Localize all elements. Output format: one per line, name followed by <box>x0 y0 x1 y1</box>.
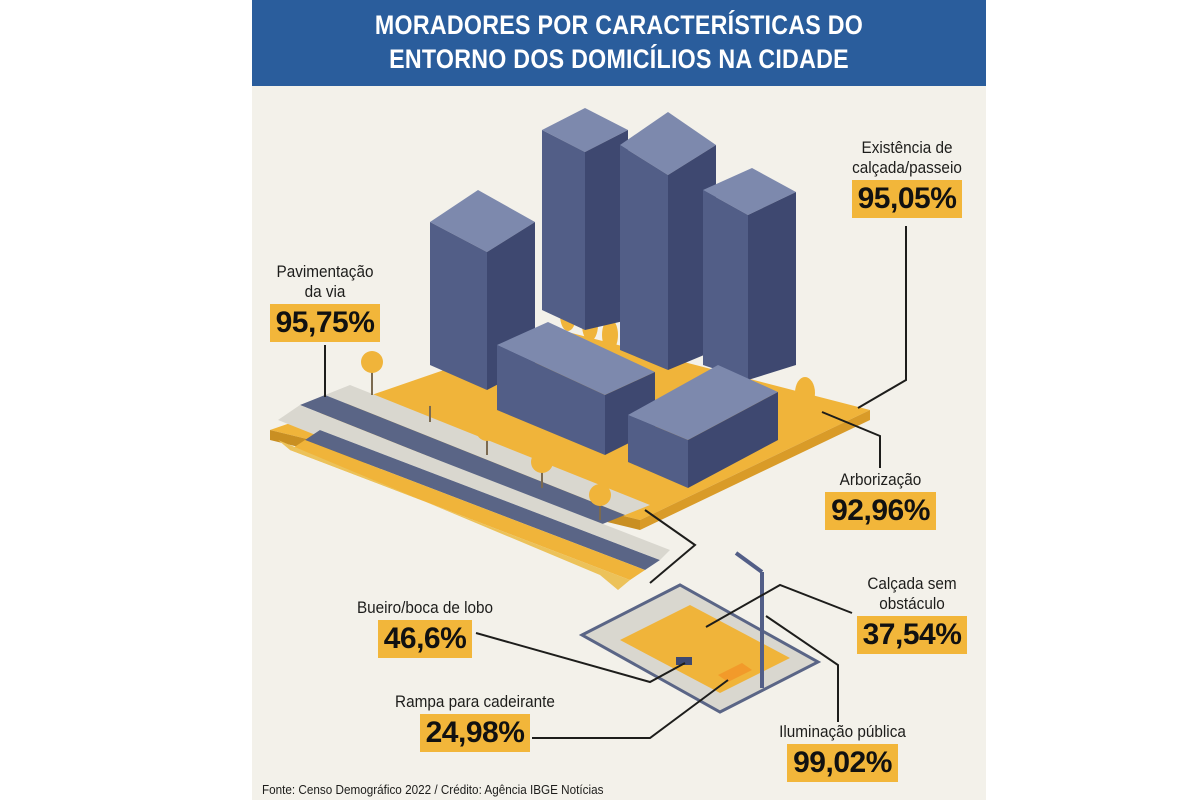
indicator-arborizacao <box>808 470 953 530</box>
indicator-rampa <box>370 692 580 752</box>
indicator-label: Existência de <box>861 138 953 157</box>
indicator-value: 95,75% <box>270 304 381 342</box>
indicator-pavimentacao <box>250 262 400 342</box>
indicator-value: 95,05% <box>852 180 963 218</box>
indicator-bueiro <box>325 598 525 658</box>
indicator-label: calçada/passeio <box>852 158 962 177</box>
indicator-calcada-passeio <box>832 138 982 218</box>
indicator-value: 92,96% <box>825 492 936 530</box>
indicator-label: obstáculo <box>879 594 945 613</box>
indicator-calcada-sem-obstaculo <box>842 574 982 654</box>
source-credit: Fonte: Censo Demográfico 2022 / Crédito: Agência IBGE Notícias <box>262 782 604 797</box>
indicator-value: 24,98% <box>420 714 531 752</box>
title-line-1: MORADORES POR CARACTERÍSTICAS DO <box>374 10 864 40</box>
indicator-value: 46,6% <box>378 620 473 658</box>
title-line-2: ENTORNO DOS DOMICÍLIOS NA CIDADE <box>389 44 849 74</box>
indicator-label: Pavimentação <box>276 262 374 281</box>
indicator-label: Rampa para cadeirante <box>395 692 555 711</box>
indicator-value: 37,54% <box>857 616 968 654</box>
indicator-iluminacao <box>755 722 930 782</box>
indicator-value: 99,02% <box>787 744 898 782</box>
indicator-label: da via <box>304 282 346 301</box>
indicator-label: Calçada sem <box>867 574 957 593</box>
indicator-label: Arborização <box>839 470 922 489</box>
indicator-label: Iluminação pública <box>779 722 906 741</box>
indicator-label: Bueiro/boca de lobo <box>356 598 494 617</box>
